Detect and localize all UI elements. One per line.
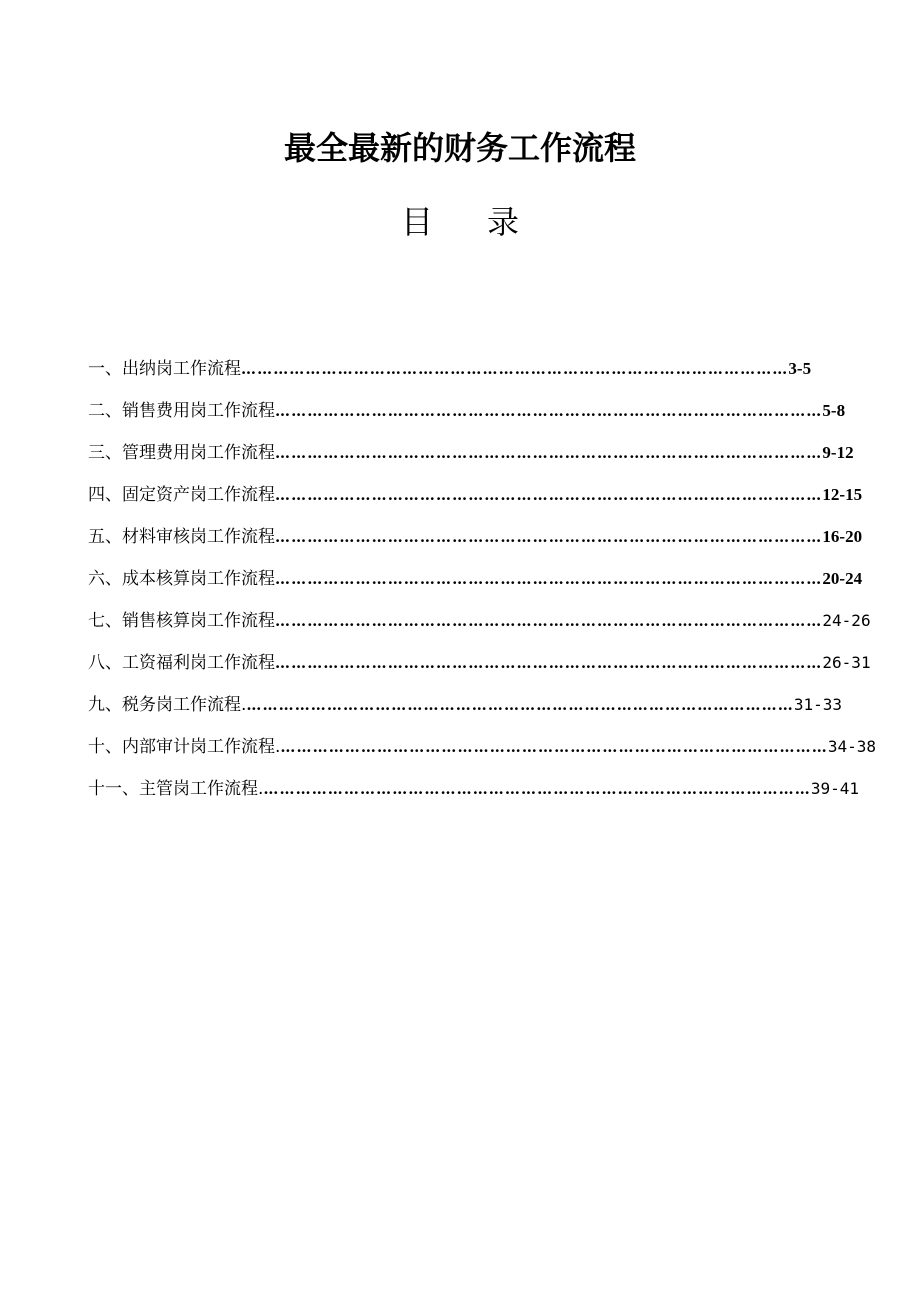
toc-leader-dots: ………………………………………………………………………………………… (275, 654, 823, 672)
toc-entry[interactable] (88, 734, 876, 760)
toc-entry[interactable] (88, 440, 854, 466)
toc-entry-pages: 16-20 (822, 527, 863, 546)
toc-entry[interactable] (88, 608, 871, 634)
toc-leader-dots: ………………………………………………………………………………………… (275, 528, 823, 546)
toc-leader-dots: ………………………………………………………………………………………… (275, 570, 823, 588)
toc-entry[interactable] (88, 692, 842, 718)
toc-leader-dots: ………………………………………………………………………………………… (275, 486, 823, 504)
toc-entry-label: 七、销售核算岗工作流程 (88, 611, 275, 631)
toc-entry-label: 一、出纳岗工作流程 (88, 359, 241, 379)
toc-entry[interactable] (88, 356, 812, 382)
toc-leader-dots: ………………………………………………………………………………………… (241, 360, 789, 378)
toc-entry-label: 十一、主管岗工作流程. (88, 779, 264, 799)
toc-list (88, 0, 876, 1302)
toc-leader-dots: ………………………………………………………………………………………… (263, 780, 811, 798)
toc-entry-label: 九、税务岗工作流程. (88, 695, 247, 715)
toc-entry[interactable] (88, 650, 871, 676)
toc-entry-pages: 34-38 (827, 737, 876, 756)
document-title: 最全最新的财务工作流程 (283, 129, 636, 167)
toc-entry[interactable] (88, 398, 846, 424)
toc-entry-pages: 26-31 (822, 653, 871, 672)
toc-heading-char-2: 录 (487, 203, 520, 241)
toc-entry-pages: 31-33 (793, 695, 842, 714)
toc-entry-label: 八、工资福利岗工作流程 (88, 653, 275, 673)
toc-entry-label: 十、内部审计岗工作流程. (88, 737, 281, 757)
toc-entry-pages: 9-12 (822, 443, 854, 462)
toc-entry-label: 三、管理费用岗工作流程 (88, 443, 275, 463)
toc-entry-pages: 24-26 (822, 611, 871, 630)
toc-entry-label: 六、成本核算岗工作流程 (88, 569, 275, 589)
toc-entry[interactable] (88, 776, 859, 802)
toc-leader-dots: ………………………………………………………………………………………… (246, 696, 794, 714)
toc-entry[interactable] (88, 524, 863, 550)
toc-entry-label: 五、材料审核岗工作流程 (88, 527, 275, 547)
toc-entry-pages: 3-5 (788, 359, 812, 378)
toc-heading-char-1: 目 (400, 203, 433, 241)
toc-entry-pages: 5-8 (822, 401, 846, 420)
toc-entry-pages: 39-41 (810, 779, 859, 798)
toc-entry-label: 四、固定资产岗工作流程 (88, 485, 275, 505)
toc-leader-dots: ………………………………………………………………………………………… (275, 402, 823, 420)
toc-entry-label: 二、销售费用岗工作流程 (88, 401, 275, 421)
toc-entry-pages: 20-24 (822, 569, 863, 588)
toc-leader-dots: ………………………………………………………………………………………… (280, 738, 828, 756)
toc-entry[interactable] (88, 482, 863, 508)
toc-leader-dots: ………………………………………………………………………………………… (275, 612, 823, 630)
toc-entry[interactable] (88, 566, 863, 592)
toc-entry-pages: 12-15 (822, 485, 863, 504)
toc-leader-dots: ………………………………………………………………………………………… (275, 444, 823, 462)
